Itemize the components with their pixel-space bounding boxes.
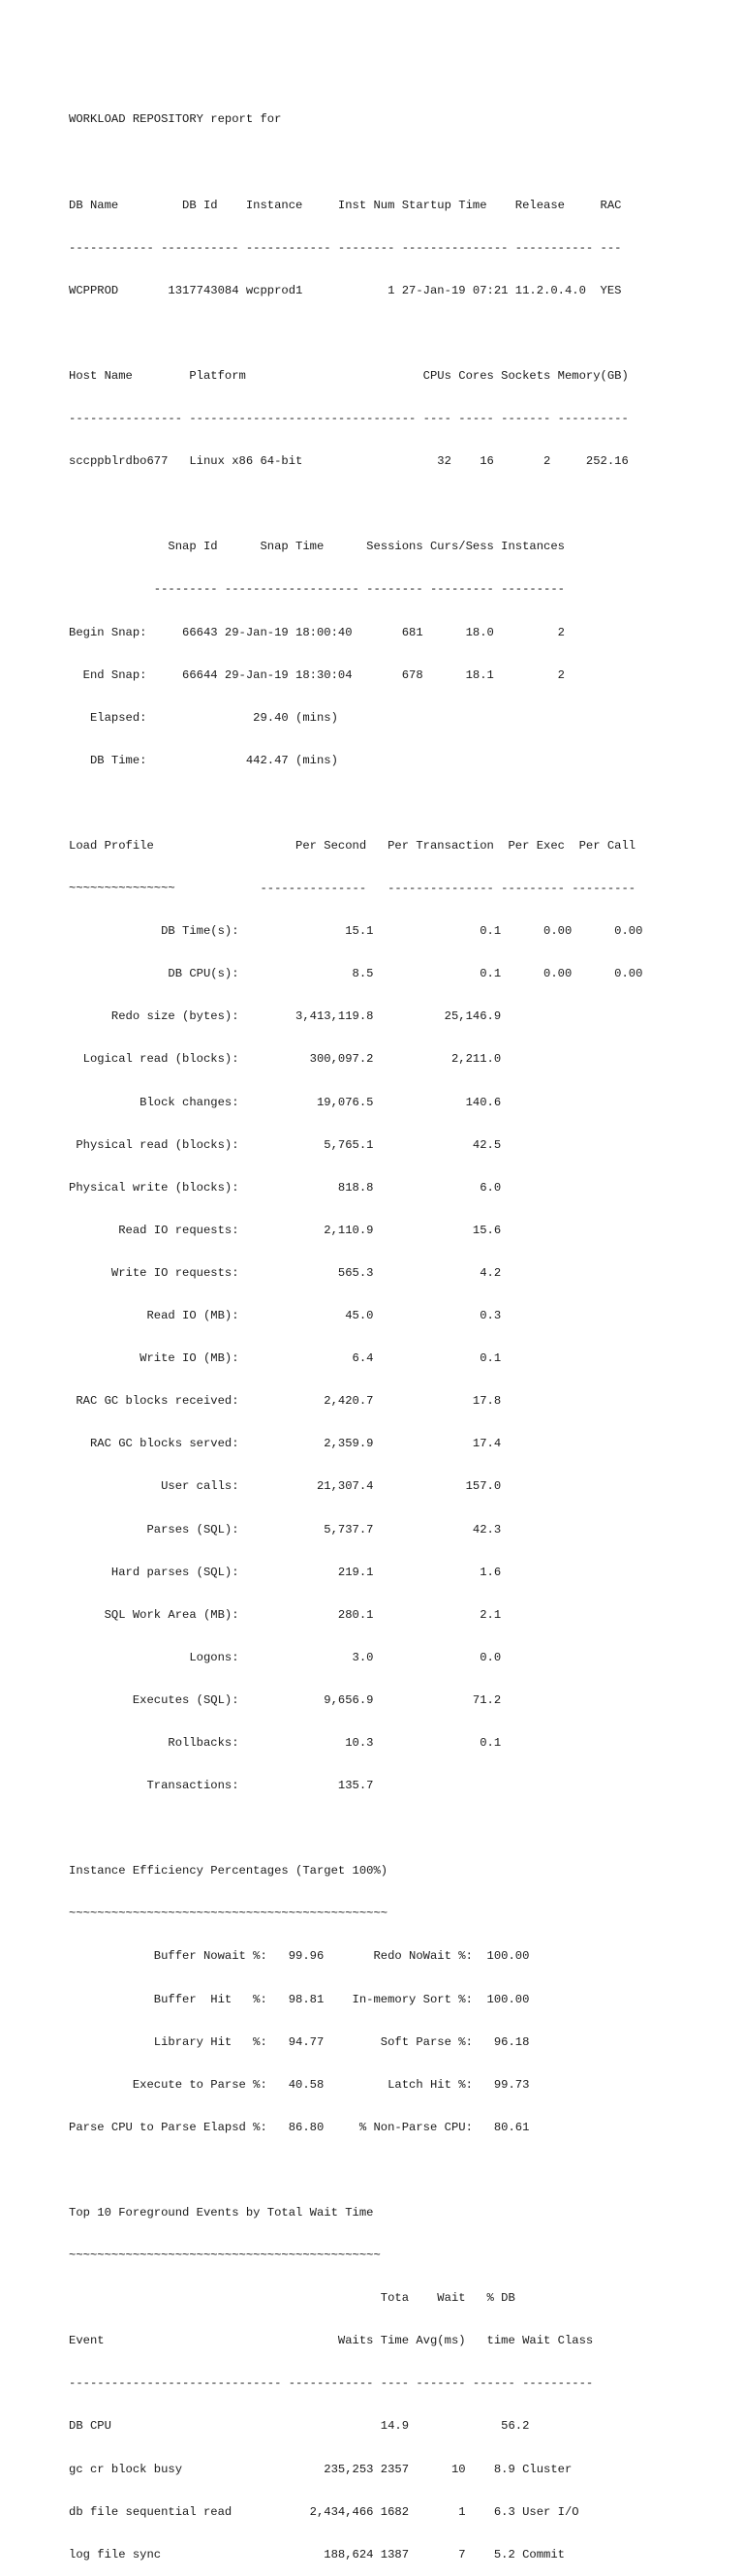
load-profile-row: DB CPU(s): 8.5 0.1 0.00 0.00 xyxy=(69,967,643,981)
load-profile-row: SQL Work Area (MB): 280.1 2.1 xyxy=(69,1607,502,1622)
load-profile-row: RAC GC blocks served: 2,359.9 17.4 xyxy=(69,1437,502,1451)
load-profile-row: Redo size (bytes): 3,413,119.8 25,146.9 xyxy=(69,1009,502,1024)
snap-separator: --------- ------------------- -------- --------- --------- xyxy=(69,582,565,597)
load-profile-row: Write IO requests: 565.3 4.2 xyxy=(69,1265,502,1280)
load-profile-row: Rollbacks: 10.3 0.1 xyxy=(69,1735,502,1750)
load-profile-row: Block changes: 19,076.5 140.6 xyxy=(69,1095,502,1109)
load-profile-separator: ~~~~~~~~~~~~~~~ --------------- --------------- --------- --------- xyxy=(69,882,636,896)
events-column-header-2: Event Waits Time Avg(ms) time Wait Class xyxy=(69,2334,594,2348)
efficiency-row: Parse CPU to Parse Elapsd %: 86.80 % Non-Parse CPU: 80.61 xyxy=(69,2120,530,2134)
events-column-separator: ------------------------------ ------------ ---- ------- ------ ---------- xyxy=(69,2376,594,2391)
event-row: log file sync 188,624 1387 7 5.2 Commit xyxy=(69,2547,565,2561)
efficiency-row: Buffer Hit %: 98.81 In-memory Sort %: 100.00 xyxy=(69,1992,530,2006)
snap-header: Snap Id Snap Time Sessions Curs/Sess Instances xyxy=(69,540,565,554)
db-info-header: DB Name DB Id Instance Inst Num Startup Time Release RAC xyxy=(69,198,622,212)
load-profile-header: Load Profile Per Second Per Transaction Per Exec Per Call xyxy=(69,839,636,853)
events-separator: ~~~~~~~~~~~~~~~~~~~~~~~~~~~~~~~~~~~~~~~~~~~~ xyxy=(69,2249,381,2263)
host-info-separator: ---------------- -------------------------------- ---- ----- ------- ---------- xyxy=(69,412,629,426)
efficiency-row: Library Hit %: 94.77 Soft Parse %: 96.18 xyxy=(69,2034,530,2049)
load-profile-row: Hard parses (SQL): 219.1 1.6 xyxy=(69,1565,502,1579)
host-info-header: Host Name Platform CPUs Cores Sockets Memory(GB) xyxy=(69,368,629,383)
efficiency-row: Execute to Parse %: 40.58 Latch Hit %: 99.73 xyxy=(69,2077,530,2092)
spacer xyxy=(69,156,737,171)
load-profile-row: Parses (SQL): 5,737.7 42.3 xyxy=(69,1522,502,1536)
snap-elapsed-row: Elapsed: 29.40 (mins) xyxy=(69,710,338,725)
snap-begin-row: Begin Snap: 66643 29-Jan-19 18:00:40 681 18.0 2 xyxy=(69,625,565,639)
spacer xyxy=(69,2163,737,2178)
efficiency-header: Instance Efficiency Percentages (Target 100%) xyxy=(69,1864,388,1878)
load-profile-row: RAC GC blocks received: 2,420.7 17.8 xyxy=(69,1394,502,1409)
load-profile-row: Physical read (blocks): 5,765.1 42.5 xyxy=(69,1137,502,1152)
efficiency-row: Buffer Nowait %: 99.96 Redo NoWait %: 100.00 xyxy=(69,1949,530,1964)
load-profile-row: Write IO (MB): 6.4 0.1 xyxy=(69,1351,502,1366)
events-column-header-1: Tota Wait % DB xyxy=(69,2291,515,2306)
spacer xyxy=(69,796,737,811)
load-profile-row: Physical write (blocks): 818.8 6.0 xyxy=(69,1180,502,1195)
awr-report xyxy=(69,84,737,2576)
event-row: DB CPU 14.9 56.2 xyxy=(69,2419,530,2434)
load-profile-row: Read IO requests: 2,110.9 15.6 xyxy=(69,1223,502,1237)
load-profile-row: User calls: 21,307.4 157.0 xyxy=(69,1479,502,1494)
event-row: db file sequential read 2,434,466 1682 1 6.3 User I/O xyxy=(69,2504,579,2519)
spacer xyxy=(69,497,737,512)
events-header: Top 10 Foreground Events by Total Wait Time xyxy=(69,2206,374,2219)
snap-dbtime-row: DB Time: 442.47 (mins) xyxy=(69,753,338,767)
load-profile-row: Transactions: 135.7 xyxy=(69,1779,374,1793)
report-title: WORKLOAD REPOSITORY report for xyxy=(69,112,282,127)
load-profile-row: Logons: 3.0 0.0 xyxy=(69,1650,502,1664)
spacer xyxy=(69,1821,737,1836)
efficiency-separator: ~~~~~~~~~~~~~~~~~~~~~~~~~~~~~~~~~~~~~~~~~~~~~ xyxy=(69,1907,388,1921)
snap-end-row: End Snap: 66644 29-Jan-19 18:30:04 678 18.1 2 xyxy=(69,667,565,682)
db-info-separator: ------------ ----------- ------------ -------- --------------- ----------- --- xyxy=(69,240,622,255)
event-row: gc cr block busy 235,253 2357 10 8.9 Cluster xyxy=(69,2462,573,2476)
load-profile-row: DB Time(s): 15.1 0.1 0.00 0.00 xyxy=(69,924,643,939)
load-profile-row: Read IO (MB): 45.0 0.3 xyxy=(69,1309,502,1323)
spacer xyxy=(69,326,737,341)
host-info-row: sccppblrdbo677 Linux x86 64-bit 32 16 2 252.16 xyxy=(69,454,629,469)
db-info-row: WCPPROD 1317743084 wcpprod1 1 27-Jan-19 07:21 11.2.0.4.0 YES xyxy=(69,283,622,297)
load-profile-row: Logical read (blocks): 300,097.2 2,211.0 xyxy=(69,1052,502,1067)
load-profile-row: Executes (SQL): 9,656.9 71.2 xyxy=(69,1692,502,1707)
